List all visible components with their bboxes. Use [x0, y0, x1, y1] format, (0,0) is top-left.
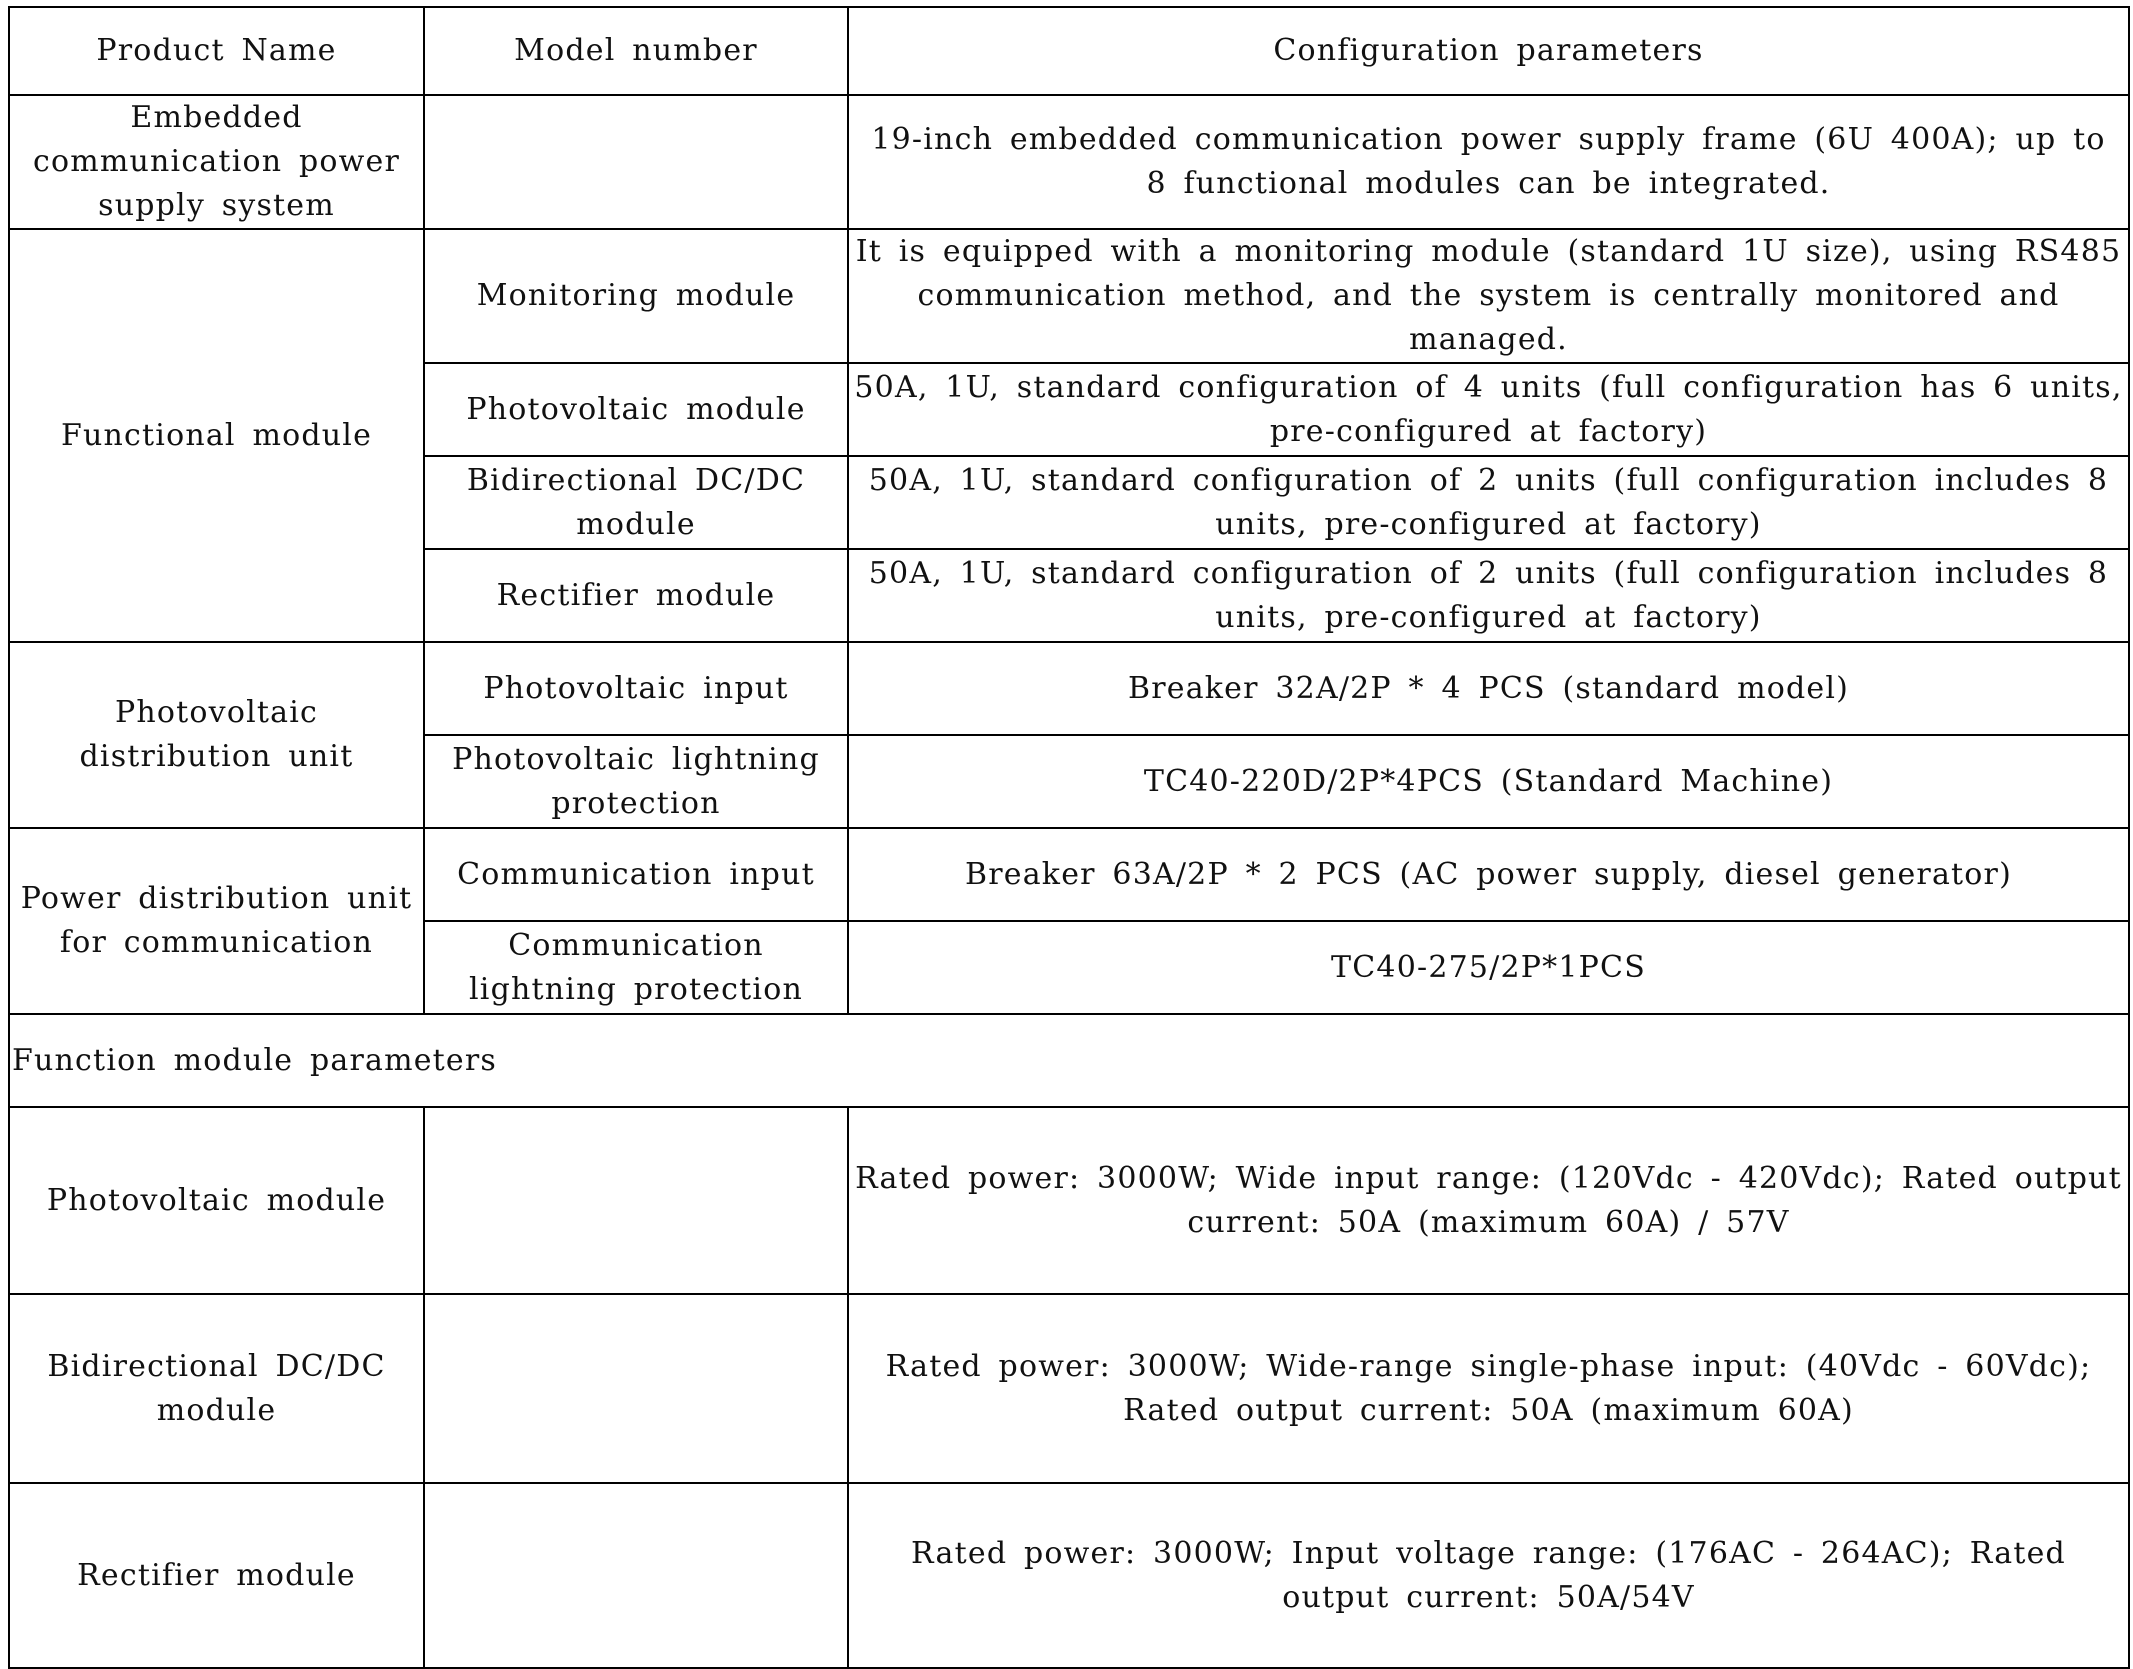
config-cell: TC40-275/2P*1PCS	[848, 921, 2129, 1014]
product-cell: Embedded communication power supply system	[9, 95, 424, 229]
table-row	[9, 229, 2129, 363]
table-row	[9, 642, 2129, 735]
product-cell: Functional module	[9, 229, 424, 642]
config-cell: 50A, 1U, standard configuration of 4 units (full configuration has 6 units, pre-configured at factory)	[848, 363, 2129, 456]
model-cell	[424, 1107, 848, 1294]
table-header-row	[9, 7, 2129, 95]
config-cell: 19-inch embedded communication power supply frame (6U 400A); up to 8 functional modules can be integrated.	[848, 95, 2129, 229]
table-row	[9, 828, 2129, 921]
model-cell: Photovoltaic module	[424, 363, 848, 456]
config-cell: 50A, 1U, standard configuration of 2 units (full configuration includes 8 units, pre-configured at factory)	[848, 456, 2129, 549]
model-cell	[424, 1483, 848, 1668]
table-row	[9, 1294, 2129, 1483]
product-cell: Bidirectional DC/DC module	[9, 1294, 424, 1483]
config-cell: TC40-220D/2P*4PCS (Standard Machine)	[848, 735, 2129, 828]
product-cell: Photovoltaic distribution unit	[9, 642, 424, 828]
model-cell: Rectifier module	[424, 549, 848, 642]
model-cell: Monitoring module	[424, 229, 848, 363]
model-cell	[424, 95, 848, 229]
config-cell: It is equipped with a monitoring module (standard 1U size), using RS485 communication method, and the system is centrally monitored and managed.	[848, 229, 2129, 363]
config-cell: Breaker 63A/2P * 2 PCS (AC power supply, diesel generator)	[848, 828, 2129, 921]
spec-table	[8, 6, 2130, 1669]
table-row	[9, 1483, 2129, 1668]
config-cell: Rated power: 3000W; Wide-range single-phase input: (40Vdc - 60Vdc); Rated output current: 50A (maximum 60A)	[848, 1294, 2129, 1483]
section-title: Function module parameters	[9, 1014, 2129, 1107]
product-cell: Power distribution unit for communication	[9, 828, 424, 1014]
config-cell: Rated power: 3000W; Input voltage range: (176AC - 264AC); Rated output current: 50A/54V	[848, 1483, 2129, 1668]
model-cell	[424, 1294, 848, 1483]
model-cell: Photovoltaic lightning protection	[424, 735, 848, 828]
section-row	[9, 1014, 2129, 1107]
table-row	[9, 1107, 2129, 1294]
header-configuration: Configuration parameters	[848, 7, 2129, 95]
config-cell: Rated power: 3000W; Wide input range: (120Vdc - 420Vdc); Rated output current: 50A (maximum 60A) / 57V	[848, 1107, 2129, 1294]
config-cell: 50A, 1U, standard configuration of 2 units (full configuration includes 8 units, pre-configured at factory)	[848, 549, 2129, 642]
product-cell: Photovoltaic module	[9, 1107, 424, 1294]
model-cell: Communication lightning protection	[424, 921, 848, 1014]
model-cell: Bidirectional DC/DC module	[424, 456, 848, 549]
model-cell: Photovoltaic input	[424, 642, 848, 735]
product-cell: Rectifier module	[9, 1483, 424, 1668]
config-cell: Breaker 32A/2P * 4 PCS (standard model)	[848, 642, 2129, 735]
header-model-number: Model number	[424, 7, 848, 95]
table-row	[9, 95, 2129, 229]
model-cell: Communication input	[424, 828, 848, 921]
header-product-name: Product Name	[9, 7, 424, 95]
